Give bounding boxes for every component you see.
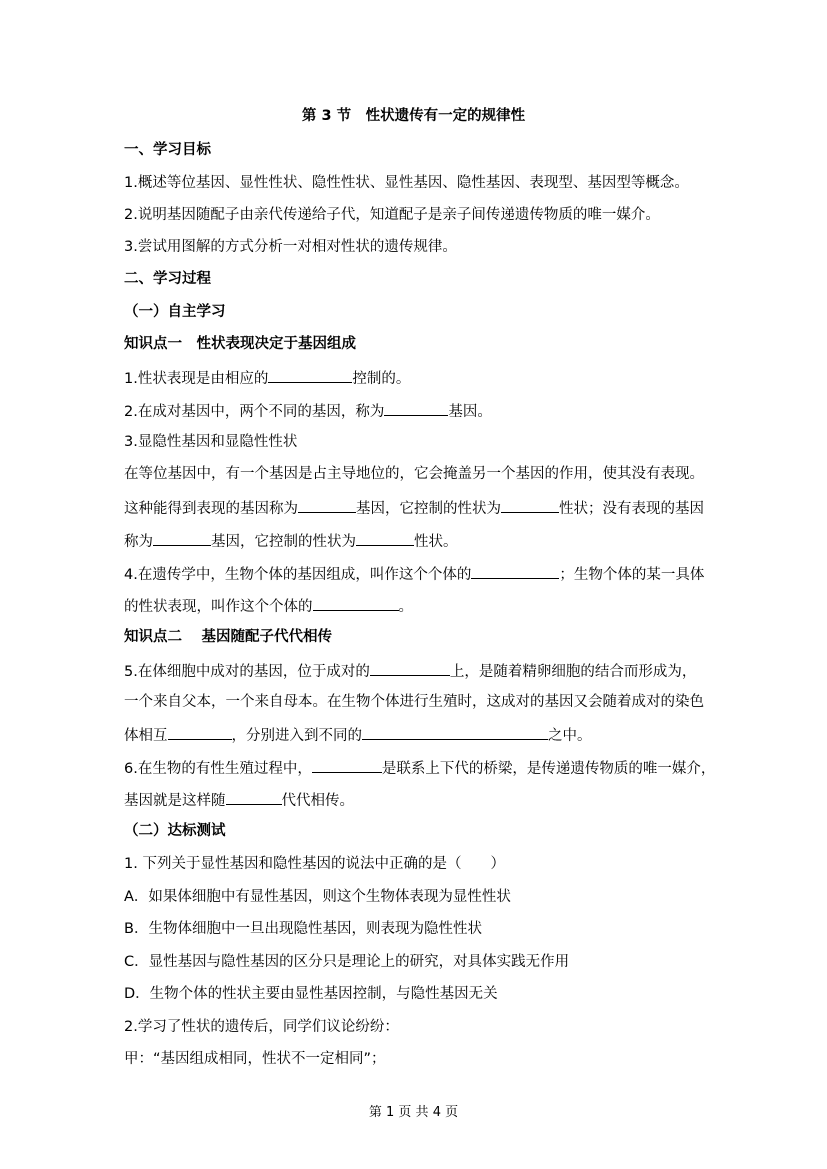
question-5-cont: 一个来自父本，一个来自母本。在生物个体进行生殖时，这成对的基因又会随着成对的染色 xyxy=(124,694,704,710)
fill-blank[interactable] xyxy=(312,757,382,773)
question-5: 5.在体细胞中成对的基因，位于成对的 上，是随着精卵细胞的结合而形成为， xyxy=(124,660,714,682)
fill-blank[interactable] xyxy=(471,563,559,579)
fill-blank[interactable] xyxy=(362,724,548,740)
question-4-cont: 的性状表现，叫作这个个体的 。 xyxy=(124,595,714,617)
fill-blank[interactable] xyxy=(268,367,352,383)
fill-blank[interactable] xyxy=(384,400,448,416)
question-5-cont-2: 体相互 ，分别进入到不同的 之中。 xyxy=(124,724,714,746)
goal-1: 1.概述等位基因、显性性状、隐性性状、显性基因、隐性基因、表现型、基因型等概念。 xyxy=(124,175,689,191)
question-3-para-2: 这种能得到表现的基因称为 基因，它控制的性状为 性状；没有表现的基因 xyxy=(124,497,714,519)
knowledge-point-1: 知识点一 性状表现决定于基因组成 xyxy=(124,336,356,352)
question-6-cont: 基因就是这样随 代代相传。 xyxy=(124,789,714,811)
question-3-para-3: 称为 基因，它控制的性状为 性状。 xyxy=(124,530,714,552)
question-3: 3.显隐性基因和显隐性性状 xyxy=(124,434,298,450)
test-question-2-line-a: 甲：“基因组成相同，性状不一定相同”； xyxy=(124,1051,386,1067)
fill-blank[interactable] xyxy=(356,530,414,546)
goal-3: 3.尝试用图解的方式分析一对相对性状的遗传规律。 xyxy=(124,239,457,255)
subsection-self-study: （一）自主学习 xyxy=(124,304,226,320)
knowledge-point-2: 知识点二 基因随配子代代相传 xyxy=(124,629,333,645)
question-1: 1.性状表现是由相应的 控制的。 xyxy=(124,367,714,389)
option-d: D．生物个体的性状主要由显性基因控制，与隐性基因无关 xyxy=(124,986,498,1002)
fill-blank[interactable] xyxy=(168,724,232,740)
goal-2: 2.说明基因随配子由亲代传递给子代，知道配子是亲子间传递遗传物质的唯一媒介。 xyxy=(124,207,660,223)
option-b: B．生物体细胞中一旦出现隐性基因，则表现为隐性性状 xyxy=(124,921,482,937)
fill-blank[interactable] xyxy=(153,530,211,546)
option-a: A．如果体细胞中有显性基因，则这个生物体表现为显性性状 xyxy=(124,889,511,905)
subsection-test: （二）达标测试 xyxy=(124,823,226,839)
fill-blank[interactable] xyxy=(501,497,559,513)
fill-blank[interactable] xyxy=(298,497,356,513)
fill-blank[interactable] xyxy=(226,789,282,805)
test-question-1: 1. 下列关于显性基因和隐性基因的说法中正确的是（ ） xyxy=(124,856,505,872)
section-heading-goals: 一、学习目标 xyxy=(124,142,211,158)
question-6: 6.在生物的有性生殖过程中， 是联系上下代的桥梁，是传递遗传物质的唯一媒介， xyxy=(124,757,714,779)
page-title: 第 3 节 性状遗传有一定的规律性 xyxy=(301,108,526,124)
test-question-2: 2.学习了性状的遗传后，同学们议论纷纷： xyxy=(124,1019,399,1035)
fill-blank[interactable] xyxy=(370,660,450,676)
question-2: 2.在成对基因中，两个不同的基因，称为 基因。 xyxy=(124,400,714,422)
option-c: C．显性基因与隐性基因的区分只是理论上的研究，对具体实践无作用 xyxy=(124,954,570,970)
question-4: 4.在遗传学中，生物个体的基因组成，叫作这个个体的 ；生物个体的某一具体 xyxy=(124,563,714,585)
section-heading-process: 二、学习过程 xyxy=(124,271,211,287)
fill-blank[interactable] xyxy=(313,595,399,611)
page-footer: 第 1 页 共 4 页 xyxy=(368,1105,459,1120)
question-3-para-1: 在等位基因中，有一个基因是占主导地位的，它会掩盖另一个基因的作用，使其没有表现。 xyxy=(124,466,704,482)
